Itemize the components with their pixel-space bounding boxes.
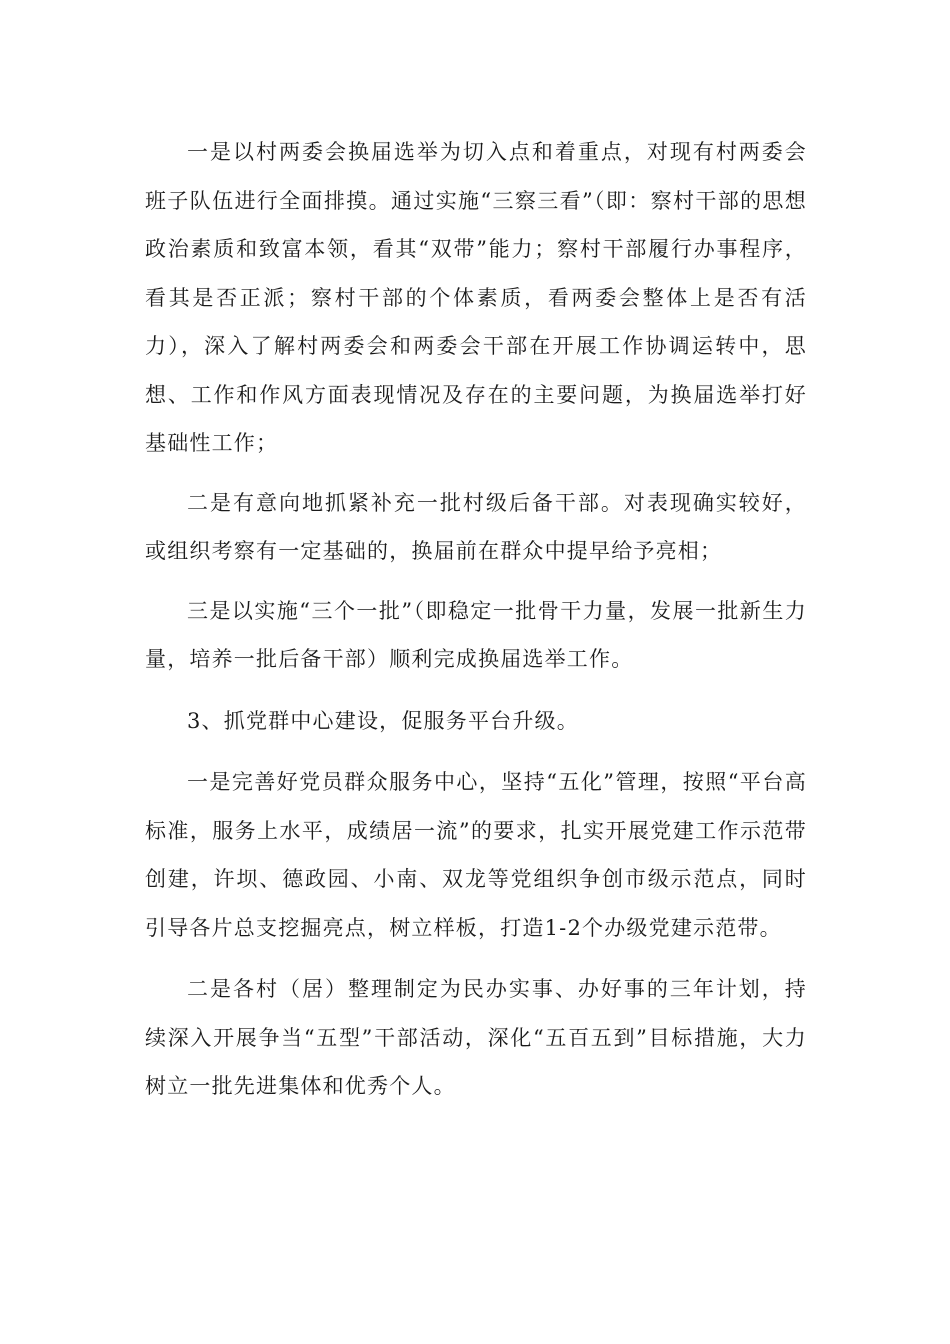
paragraph-three-batches: 三是以实施“三个一批”（即稳定一批骨干力量，发展一批新生力量，培养一批后备干部）顺利完成换届选举工作。: [145, 598, 807, 671]
paragraph-village-committee-election: 一是以村两委会换届选举为切入点和着重点，对现有村两委会班子队伍进行全面排摸。通过实施“三察三看”（即：察村干部的思想政治素质和致富本领，看其“双带”能力；察村干部履行办事程序，看其是否正派；察村干部的个体素质，看两委会整体上是否有活力），深入了解村两委会和两委会干部在开展工作协调运转中，思想、工作和作风方面表现情况及存在的主要问题，为换届选举打好基础性工作；: [145, 140, 807, 455]
paragraph-service-center: 一是完善好党员群众服务中心，坚持“五化”管理，按照“平台高标准，服务上水平，成绩居一流”的要求，扎实开展党建工作示范带创建，许坝、德政园、小南、双龙等党组织争创市级示范点，同时引导各片总支挖掘亮点，树立样板，打造1-2个办级党建示范带。: [145, 770, 807, 940]
section-heading-party-center: 3、抓党群中心建设，促服务平台升级。: [187, 708, 579, 733]
document-body: [145, 128, 807, 1111]
paragraph-three-year-plan: 二是各村（居）整理制定为民办实事、办好事的三年计划，持续深入开展争当“五型”干部活动，深化“五百五到”目标措施，大力树立一批先进集体和优秀个人。: [145, 977, 807, 1098]
paragraph-reserve-cadres: 二是有意向地抓紧补充一批村级后备干部。对表现确实较好，或组织考察有一定基础的，换届前在群众中提早给予亮相；: [145, 490, 807, 563]
